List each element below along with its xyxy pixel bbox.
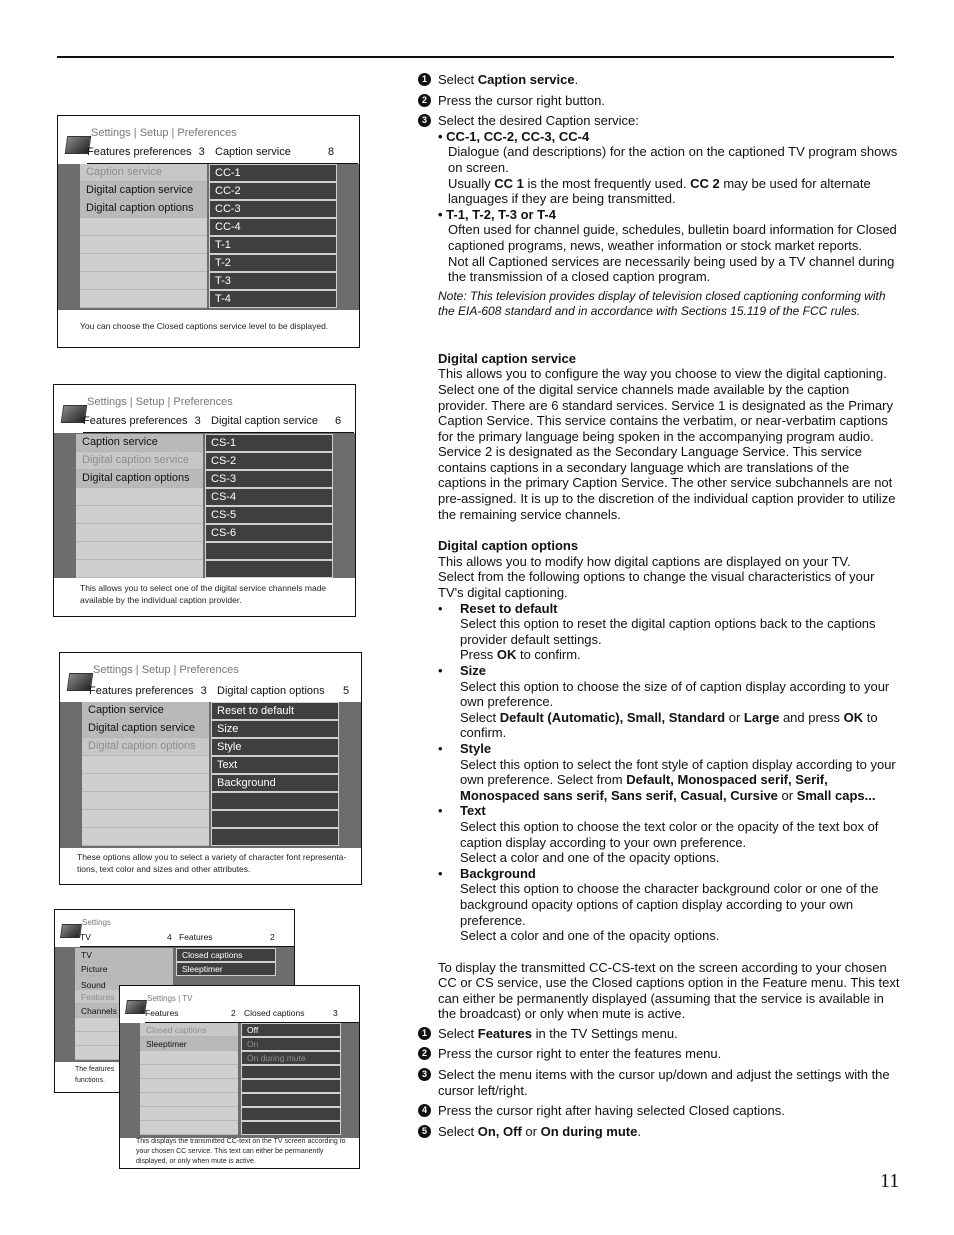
option-reset-text-2	[418, 647, 900, 663]
option-cc-1[interactable]: CC-1	[209, 164, 337, 182]
t-heading-text: • T-1, T-2, T-3 or T-4	[438, 206, 556, 222]
step-number-icon: 1	[418, 73, 431, 86]
option-empty	[211, 792, 339, 810]
option-reset-text: Select this option to reset the digital caption options back to the captions provider default settings.	[460, 616, 876, 647]
menu-empty-row	[80, 272, 207, 290]
menu-empty-row	[80, 290, 207, 308]
option-background-text: Select this option to choose the character background color or one of the background opacity options of caption display according to your own preference.	[460, 881, 879, 928]
fcc-note: Note: This television provides display of television closed captioning conforming with the EIA-608 standard and in accordance with Sections 15.119 of the FCC rules.	[438, 288, 886, 318]
bold: OK	[496, 647, 517, 663]
left-count: 3	[198, 146, 205, 158]
dcs-heading	[418, 351, 900, 367]
step-number-icon: 4	[418, 1104, 431, 1117]
menu-item-digital-caption-service[interactable]: Digital caption service	[82, 720, 209, 738]
step-2	[418, 93, 900, 109]
bold: Default (Automatic), Small, Standard	[499, 709, 726, 725]
option-text-text-2: Select a color and one of the opacity options.	[460, 850, 720, 866]
menu-item-closed-captions[interactable]: Closed captions	[140, 1023, 238, 1037]
right-count: 6	[335, 415, 342, 427]
option-empty	[241, 1093, 341, 1107]
menu-empty-row	[82, 774, 209, 792]
option-size-heading	[418, 663, 900, 679]
bold: On, Off	[477, 1124, 522, 1140]
menu-empty-row	[76, 488, 203, 506]
menu-empty-row	[80, 218, 207, 236]
option-cc-3[interactable]: CC-3	[209, 200, 337, 218]
text: Select	[460, 709, 500, 725]
menu-title-bar	[145, 1008, 359, 1023]
menu-empty-row	[76, 506, 203, 524]
option-text[interactable]: Text	[211, 756, 339, 774]
step-number-icon: 3	[418, 114, 431, 127]
breadcrumb: Settings | Setup | Preferences	[91, 127, 237, 139]
option-text-text: Select this option to choose the text color or the opacity of the text box of caption display according to your own preference.	[460, 818, 879, 850]
menu-empty-row	[140, 1079, 238, 1093]
menu-item-caption-service[interactable]: Caption service	[80, 164, 207, 182]
option-background-heading	[418, 866, 900, 882]
menu-title-bar	[89, 685, 360, 703]
option-t-3[interactable]: T-3	[209, 272, 337, 290]
menu-item-channels[interactable]: Channels	[75, 1004, 173, 1018]
menu-help-text: This allows you to select one of the digital service channels made available by the individual caption provider.	[80, 583, 327, 605]
text: Press the cursor right to enter the features menu.	[438, 1045, 722, 1061]
right-title: Digital caption service	[211, 415, 318, 427]
left-count: 3	[200, 685, 207, 697]
option-t-2[interactable]: T-2	[209, 254, 337, 272]
menu-help-text: You can choose the Closed captions service level to be displayed.	[80, 321, 329, 331]
menu-empty-row	[82, 792, 209, 810]
dcs-heading-text: Digital caption service	[438, 350, 576, 366]
dcs-text-2: Service 2 is designated as the Secondary Language Service. This service contains captions in a secondary language which are translations of the captions in the primary Caption Service. The other service subchannels are not pre-assigned. It is up to the discretion of the individual caption provider to utilize the remaining service channels.	[438, 444, 896, 522]
step-text: Press the cursor right button.	[438, 92, 605, 108]
option-size-text-2	[418, 710, 900, 741]
option-t-4[interactable]: T-4	[209, 290, 337, 308]
menu-item-sleeptimer[interactable]: Sleeptimer	[140, 1037, 238, 1051]
menu-item-digital-caption-options[interactable]: Digital caption options	[76, 470, 203, 488]
page-number: 11	[880, 1170, 900, 1192]
step-bold: Caption service	[477, 72, 575, 87]
menu-help-text-line: The features	[75, 1066, 115, 1073]
step-number-icon: 2	[418, 1047, 431, 1060]
menu-empty-row	[82, 828, 209, 846]
option-text-heading	[418, 803, 900, 819]
text: or	[521, 1124, 541, 1140]
text: Select this option to select the font style of caption display according to your own preference. Select from	[460, 756, 896, 788]
option-background[interactable]: Background	[211, 774, 339, 792]
dcs-text-1: This allows you to configure the way you choose to view the digital captioning. Select one of the digital service channels made available by the caption provider. There are 6 standard services. Service 1 is designated as the Primary Caption Service. This service contains the verbatim, or near-verbatim captions for the primary language being spoken in the accompanying program audio.	[438, 366, 893, 444]
menu-empty-row	[80, 236, 207, 254]
breadcrumb: Settings	[82, 918, 111, 927]
option-cc-4[interactable]: CC-4	[209, 218, 337, 236]
breadcrumb: Settings | Setup | Preferences	[87, 396, 233, 408]
menu-item-digital-caption-service[interactable]: Digital caption service	[76, 452, 203, 470]
tv-logo-icon	[60, 924, 82, 938]
text: Press the cursor right after having selected Closed captions.	[438, 1103, 785, 1119]
menu-title-bar	[87, 146, 358, 164]
t-text-2: Not all Captioned services are necessarily being used by a TV channel during the transmission of a closed caption program.	[448, 253, 895, 285]
option-cs-2[interactable]: CS-2	[205, 452, 333, 470]
menu-caption-service	[57, 115, 360, 348]
text: may be used for alternate languages if they are being transmitted.	[448, 175, 871, 207]
text: Usually	[448, 175, 495, 191]
bullet-icon: •	[438, 803, 443, 819]
menu-item-tv[interactable]: TV	[75, 948, 173, 962]
right-count: 3	[333, 1008, 338, 1018]
text: to confirm.	[516, 647, 581, 663]
menu-title-bar	[83, 415, 354, 433]
bold: Large	[743, 709, 780, 725]
bullet-icon: •	[438, 600, 443, 616]
step-b-5	[418, 1124, 900, 1140]
menu-empty-row	[140, 1107, 238, 1121]
bullet-icon: •	[438, 865, 443, 881]
option-empty	[211, 828, 339, 846]
tv-logo-icon	[125, 1000, 147, 1014]
instructions-column	[418, 72, 900, 1140]
right-count: 8	[328, 146, 335, 158]
option-on[interactable]: On	[241, 1037, 341, 1051]
left-title: Features	[145, 1008, 179, 1018]
left-count: 2	[231, 1008, 236, 1018]
left-count: 3	[194, 415, 201, 427]
bullet-icon: •	[438, 740, 443, 756]
menu-empty-row	[76, 542, 203, 560]
text: or	[725, 709, 744, 725]
menu-help-text: These options allow you to select a variety of character font representa- tions, text color and sizes and other attributes.	[77, 852, 347, 874]
option-empty	[211, 810, 339, 828]
option-size[interactable]: Size	[211, 720, 339, 738]
dco-heading	[418, 538, 900, 554]
option-cs-6[interactable]: CS-6	[205, 524, 333, 542]
option-sleeptimer[interactable]: Sleeptimer	[176, 962, 276, 976]
display-cc-text: To display the transmitted CC-CS-text on the screen according to your chosen CC or CS service, use the Closed captions option in the Feature menu. This text can either be permanently displayed (assuming that the service is available in the broadcast) or only when mute is active.	[438, 959, 900, 1022]
menu-empty-row	[140, 1121, 238, 1135]
option-on-during-mute[interactable]: On during mute	[241, 1051, 341, 1065]
option-t-1[interactable]: T-1	[209, 236, 337, 254]
bold: CC 1	[494, 175, 524, 191]
menu-empty-row	[82, 810, 209, 828]
right-title: Caption service	[215, 146, 291, 158]
cc-heading-text: • CC-1, CC-2, CC-3, CC-4	[438, 128, 590, 144]
cc-text-2	[418, 176, 900, 207]
text: in the TV Settings menu.	[531, 1026, 678, 1042]
t-heading	[418, 207, 900, 223]
option-reset-to-default[interactable]: Reset to default	[211, 702, 339, 720]
dco-heading-text: Digital caption options	[438, 538, 579, 554]
bold: CC 2	[690, 175, 720, 191]
option-cs-3[interactable]: CS-3	[205, 470, 333, 488]
menu-item-caption-service[interactable]: Caption service	[82, 702, 209, 720]
right-count: 2	[270, 932, 275, 942]
menu-help-text: This displays the transmitted CC-text on the TV screen according to your chosen CC service. This text can either be permanently displayed, or only when mute is active.	[136, 1138, 346, 1165]
text: is the most frequently used.	[523, 175, 691, 191]
option-off[interactable]: Off	[241, 1023, 341, 1037]
menu-item-sound[interactable]: Sound	[75, 976, 173, 990]
menu-digital-caption-options	[59, 652, 362, 885]
option-empty	[241, 1065, 341, 1079]
bold: Background	[460, 865, 536, 881]
left-title: Features preferences	[83, 415, 188, 427]
option-cc-2[interactable]: CC-2	[209, 182, 337, 200]
right-title: Digital caption options	[217, 685, 325, 697]
text: to confirm.	[460, 709, 878, 741]
menu-empty-row	[76, 524, 203, 542]
bullet-icon: •	[438, 663, 443, 678]
text: or	[777, 787, 797, 803]
menu-item-caption-service[interactable]: Caption service	[76, 434, 203, 452]
step-text: .	[574, 72, 579, 87]
bold: Default, Monospaced serif, Serif, Monospaced sans serif, Sans serif, Casual, Cursive	[460, 772, 828, 803]
step-text: Select	[438, 72, 478, 87]
menu-item-picture[interactable]: Picture	[75, 962, 173, 976]
menu-title-bar	[80, 932, 294, 947]
option-cs-5[interactable]: CS-5	[205, 506, 333, 524]
option-empty	[241, 1107, 341, 1121]
step-text: Select the desired Caption service:	[438, 113, 639, 129]
option-empty	[205, 560, 333, 578]
option-style-heading	[418, 741, 900, 757]
left-title: TV	[80, 932, 91, 942]
step-b-1	[418, 1026, 900, 1042]
text: and press	[779, 709, 844, 725]
breadcrumb: Settings | Setup | Preferences	[93, 664, 239, 676]
bold: Reset to default	[460, 600, 558, 616]
bold: Text	[460, 803, 486, 819]
menu-closed-captions	[119, 985, 360, 1169]
left-title: Features preferences	[87, 146, 192, 158]
step-number-icon: 2	[418, 94, 431, 107]
step-b-4	[418, 1103, 900, 1119]
option-closed-captions[interactable]: Closed captions	[176, 948, 276, 962]
option-cs-4[interactable]: CS-4	[205, 488, 333, 506]
option-style-text	[418, 757, 900, 804]
step-1	[418, 72, 900, 88]
step-number-icon: 1	[418, 1027, 431, 1040]
option-empty	[241, 1121, 341, 1135]
breadcrumb: Settings | TV	[147, 994, 193, 1003]
menu-item-digital-caption-options[interactable]: Digital caption options	[80, 200, 207, 218]
step-b-2	[418, 1046, 900, 1062]
bold: Small caps...	[796, 787, 876, 803]
text: Press	[460, 647, 497, 663]
menu-empty-row	[140, 1065, 238, 1079]
option-cs-1[interactable]: CS-1	[205, 434, 333, 452]
step-number-icon: 3	[418, 1068, 431, 1081]
text: Select the menu items with the cursor up/down and adjust the settings with the cursor left/right.	[438, 1067, 890, 1098]
option-style[interactable]: Style	[211, 738, 339, 756]
bold: On during mute	[540, 1124, 638, 1140]
left-title: Features preferences	[89, 685, 194, 697]
step-number-icon: 5	[418, 1125, 431, 1138]
menu-item-digital-caption-service[interactable]: Digital caption service	[80, 182, 207, 200]
menu-help-text-line: functions.	[75, 1077, 105, 1084]
right-title: Features	[179, 932, 213, 942]
cc-heading	[418, 129, 900, 145]
top-rule	[57, 56, 894, 58]
t-text-1: Often used for channel guide, schedules, bulletin board information for Closed captioned programs, news, weather information or stock market reports.	[448, 222, 897, 253]
menu-item-digital-caption-options[interactable]: Digital caption options	[82, 738, 209, 756]
menu-empty-row	[76, 560, 203, 578]
option-background-text-2: Select a color and one of the opacity options.	[460, 928, 720, 944]
bold: Features	[477, 1026, 532, 1042]
bold: Size	[460, 663, 487, 678]
menu-empty-row	[80, 254, 207, 272]
cc-text-1: Dialogue (and descriptions) for the action on the captioned TV program shows on screen.	[448, 144, 898, 175]
text: Select	[438, 1124, 478, 1140]
right-count: 5	[343, 685, 350, 697]
text: .	[637, 1124, 641, 1140]
menu-empty-row	[82, 756, 209, 774]
menu-empty-row	[140, 1093, 238, 1107]
option-empty	[241, 1079, 341, 1093]
left-count: 4	[167, 932, 172, 942]
right-title: Closed captions	[244, 1008, 305, 1018]
menu-empty-row	[140, 1051, 238, 1065]
dco-text-2: Select from the following options to change the visual characteristics of your TV's digital captioning.	[438, 569, 875, 601]
text: Select	[438, 1026, 478, 1042]
bold: OK	[843, 709, 864, 725]
dco-text-1: This allows you to modify how digital captions are displayed on your TV.	[438, 553, 851, 569]
bold: Style	[460, 740, 492, 756]
option-empty	[205, 542, 333, 560]
step-b-3	[418, 1067, 900, 1098]
menu-digital-caption-service	[53, 384, 356, 617]
step-3	[418, 113, 900, 129]
menu-item-features[interactable]: Features	[75, 990, 173, 1004]
option-reset-heading	[418, 601, 900, 617]
option-size-text: Select this option to choose the size of of caption display according to your own preference.	[460, 678, 890, 710]
